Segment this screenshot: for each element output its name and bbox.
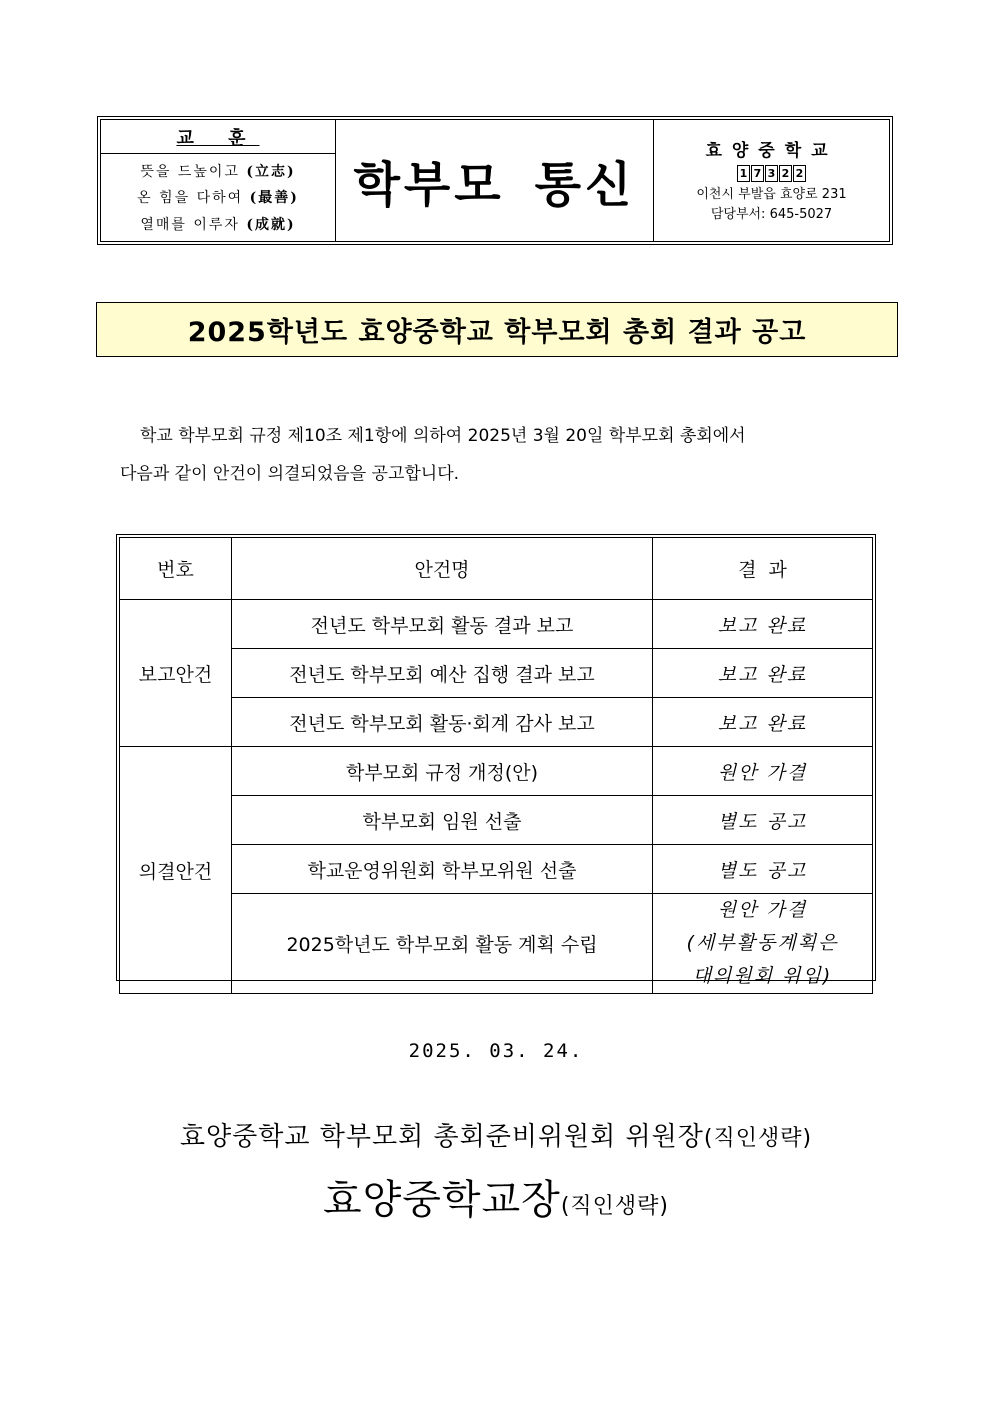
agenda-item: 학교운영위원회 학부모위원 선출 [232,845,653,894]
agenda-result: 별도 공고 [653,845,873,894]
table-row [120,845,873,894]
agenda-result: 보고 완료 [653,649,873,698]
notice-title: 2025학년도 효양중학교 학부모회 총회 결과 공고 [96,302,898,357]
table-header-row [120,538,873,600]
agenda-result: 원안 가결 [653,747,873,796]
school-address: 이천시 부발읍 효양로 231 [696,187,847,202]
motto-line-3: 열매를 이루자 (成就) [140,216,296,233]
postcode: 1 7 3 2 2 [737,165,806,182]
intro-line-2: 다음과 같이 안건이 의결되었음을 공고합니다. [120,464,460,484]
intro-paragraph [120,417,880,493]
newsletter-header [97,116,893,245]
school-name: 효양중학교 [705,141,838,161]
school-motto [101,120,336,241]
table-row [120,796,873,845]
table-row [120,698,873,747]
motto-line-2: 온 힘을 다하여 (最善) [137,190,299,207]
agenda-result: 원안 가결 (세부활동계획은 대의원회 위임) [653,894,873,994]
motto-title: 교 훈 [176,127,260,149]
motto-line-1: 뜻을 드높이고 (立志) [140,164,296,181]
agenda-item: 전년도 학부모회 활동·회계 감사 보고 [232,698,653,747]
header-number: 번호 [120,538,232,600]
signature-committee-chair: 효양중학교 학부모회 총회준비위원회 위원장(직인생략) [179,1122,813,1152]
intro-line-1: 학교 학부모회 규정 제10조 제1항에 의하여 2025년 3월 20일 학부모회 총회에서 [140,426,746,446]
header-result: 결 과 [653,538,873,600]
group-label: 의결안건 [120,747,232,994]
agenda-item: 학부모회 임원 선출 [232,796,653,845]
school-info [654,120,889,241]
agenda-item: 학부모회 규정 개정(안) [232,747,653,796]
signature-principal: 효양중학교장(직인생략) [322,1177,670,1223]
masthead-title: 학부모 통신 [336,120,654,241]
agenda-item: 전년도 학부모회 예산 집행 결과 보고 [232,649,653,698]
agenda-item: 2025학년도 학부모회 활동 계획 수립 [232,894,653,994]
group-label: 보고안건 [120,600,232,747]
results-table [116,534,876,987]
school-contact: 담당부서: 645-5027 [710,207,833,222]
table-row [120,747,873,796]
table-row [120,600,873,649]
table-row [120,649,873,698]
agenda-item: 전년도 학부모회 활동 결과 보고 [232,600,653,649]
agenda-result: 보고 완료 [653,600,873,649]
table-row [120,894,873,994]
agenda-result: 별도 공고 [653,796,873,845]
header-item: 안건명 [232,538,653,600]
notice-date: 2025. 03. 24. [408,1040,584,1062]
agenda-result: 보고 완료 [653,698,873,747]
